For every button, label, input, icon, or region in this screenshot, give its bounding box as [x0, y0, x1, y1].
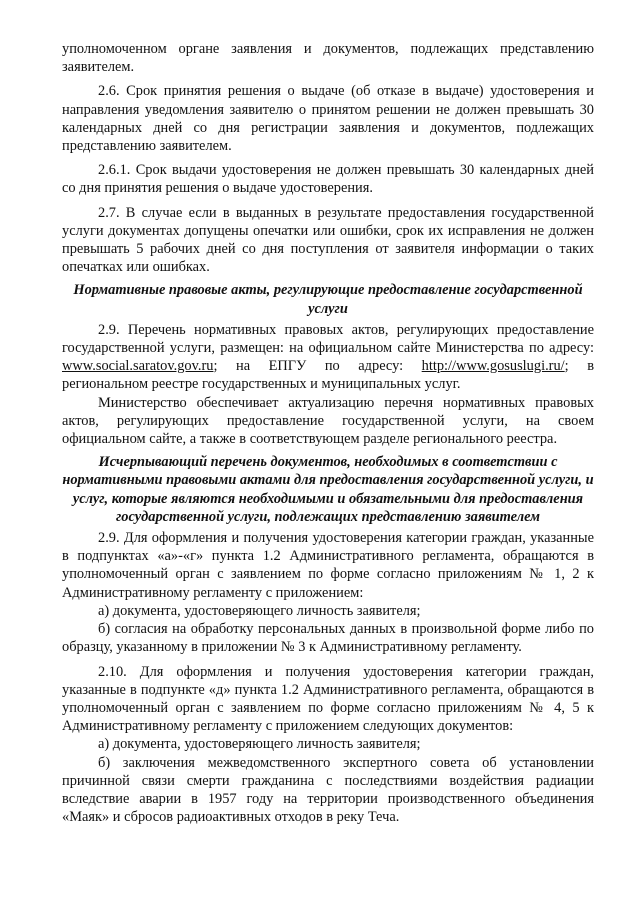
- ministry-website-link[interactable]: www.social.saratov.gov.ru: [62, 358, 214, 375]
- paragraph-2-10: 2.10. Для оформления и получения удостоверения категории граждан, указанные в подпункте «д» пункта 1.2 Административного регламента, обращаются в уполномоченный орган с заявлением по форме согласно приложениям № 4, 5 к Административному регламенту с приложением следующих документов:: [62, 663, 594, 735]
- list-item-a-identity-document-2: а) документа, удостоверяющего личность заявителя;: [98, 736, 421, 753]
- paragraph-2-9-acts-list: [62, 321, 594, 394]
- document-body: [62, 40, 594, 826]
- paragraph-2-7: 2.7. В случае если в выданных в результате предоставления государственной услуги документах допущены опечатки или ошибки, срок их исправления не должен превышать 5 рабочих дней со дня поступления от заявителя информации о таких опечатках или ошибках.: [62, 204, 594, 276]
- paragraph-text: 2.9. Перечень нормативных правовых актов, регулирующих предоставление государственной услуги, размещен: на официальном сайте Министерства по адресу:: [62, 321, 594, 357]
- paragraph-2-6: 2.6. Срок принятия решения о выдаче (об отказе в выдаче) удостоверения и направления уведомления заявителю о принятом решении не должен превышать 30 календарных дней со дня регистрации заявления и документов, подлежащих представлению заявителем.: [62, 83, 594, 155]
- list-item-b-expert-conclusion: б) заключения межведомственного экспертного совета об установлении причинной связи смерти гражданина с последствиями воздействия радиации вследствие аварии в 1957 году на территории производственного объединения «Маяк» и сбросов радиоактивных отходов в реку Теча.: [62, 754, 594, 826]
- list-item-b-consent: б) согласия на обработку персональных данных в произвольной форме либо по образцу, указанному в приложении № 3 к Административному регламенту.: [62, 621, 594, 656]
- section-heading-documents-list: Исчерпывающий перечень документов, необходимых в соответствии с нормативными правовыми актами для предоставления государственной услуги, и услуг, которые являются необходимыми и обязательными для предоставления государственной услуги, подлежащих представлению заявителем: [62, 454, 594, 525]
- paragraph-2-9-documents: 2.9. Для оформления и получения удостоверения категории граждан, указанные в подпунктах «а»-«г» пункта 1.2 Административного регламента, обращаются в уполномоченный орган с заявлением по форме согласно приложениям № 1, 2 к Административному регламенту с приложением:: [62, 530, 594, 601]
- section-heading-normative-acts: Нормативные правовые акты, регулирующие предоставление государственной услуги: [73, 282, 583, 317]
- paragraph-2-6-1: 2.6.1. Срок выдачи удостоверения не должен превышать 30 календарных дней со дня принятия решения о выдаче удостоверения.: [62, 162, 594, 197]
- list-item-a-identity-document: а) документа, удостоверяющего личность заявителя;: [98, 602, 421, 619]
- paragraph-text: ; на ЕПГУ по адресу:: [213, 358, 422, 375]
- paragraph-text: ; в региональном реестре государственных и муниципальных услуг.: [62, 358, 594, 393]
- paragraph-ministry-updates: Министерство обеспечивает актуализацию перечня нормативных правовых актов, регулирующих предоставление государственной услуги, на своем официальном сайте, а также в соответствующем разделе регионального реестра.: [62, 394, 594, 448]
- paragraph-continuation: уполномоченном органе заявления и документов, подлежащих представлению заявителем.: [62, 41, 594, 76]
- gosuslugi-link[interactable]: http://www.gosuslugi.ru/: [421, 358, 565, 375]
